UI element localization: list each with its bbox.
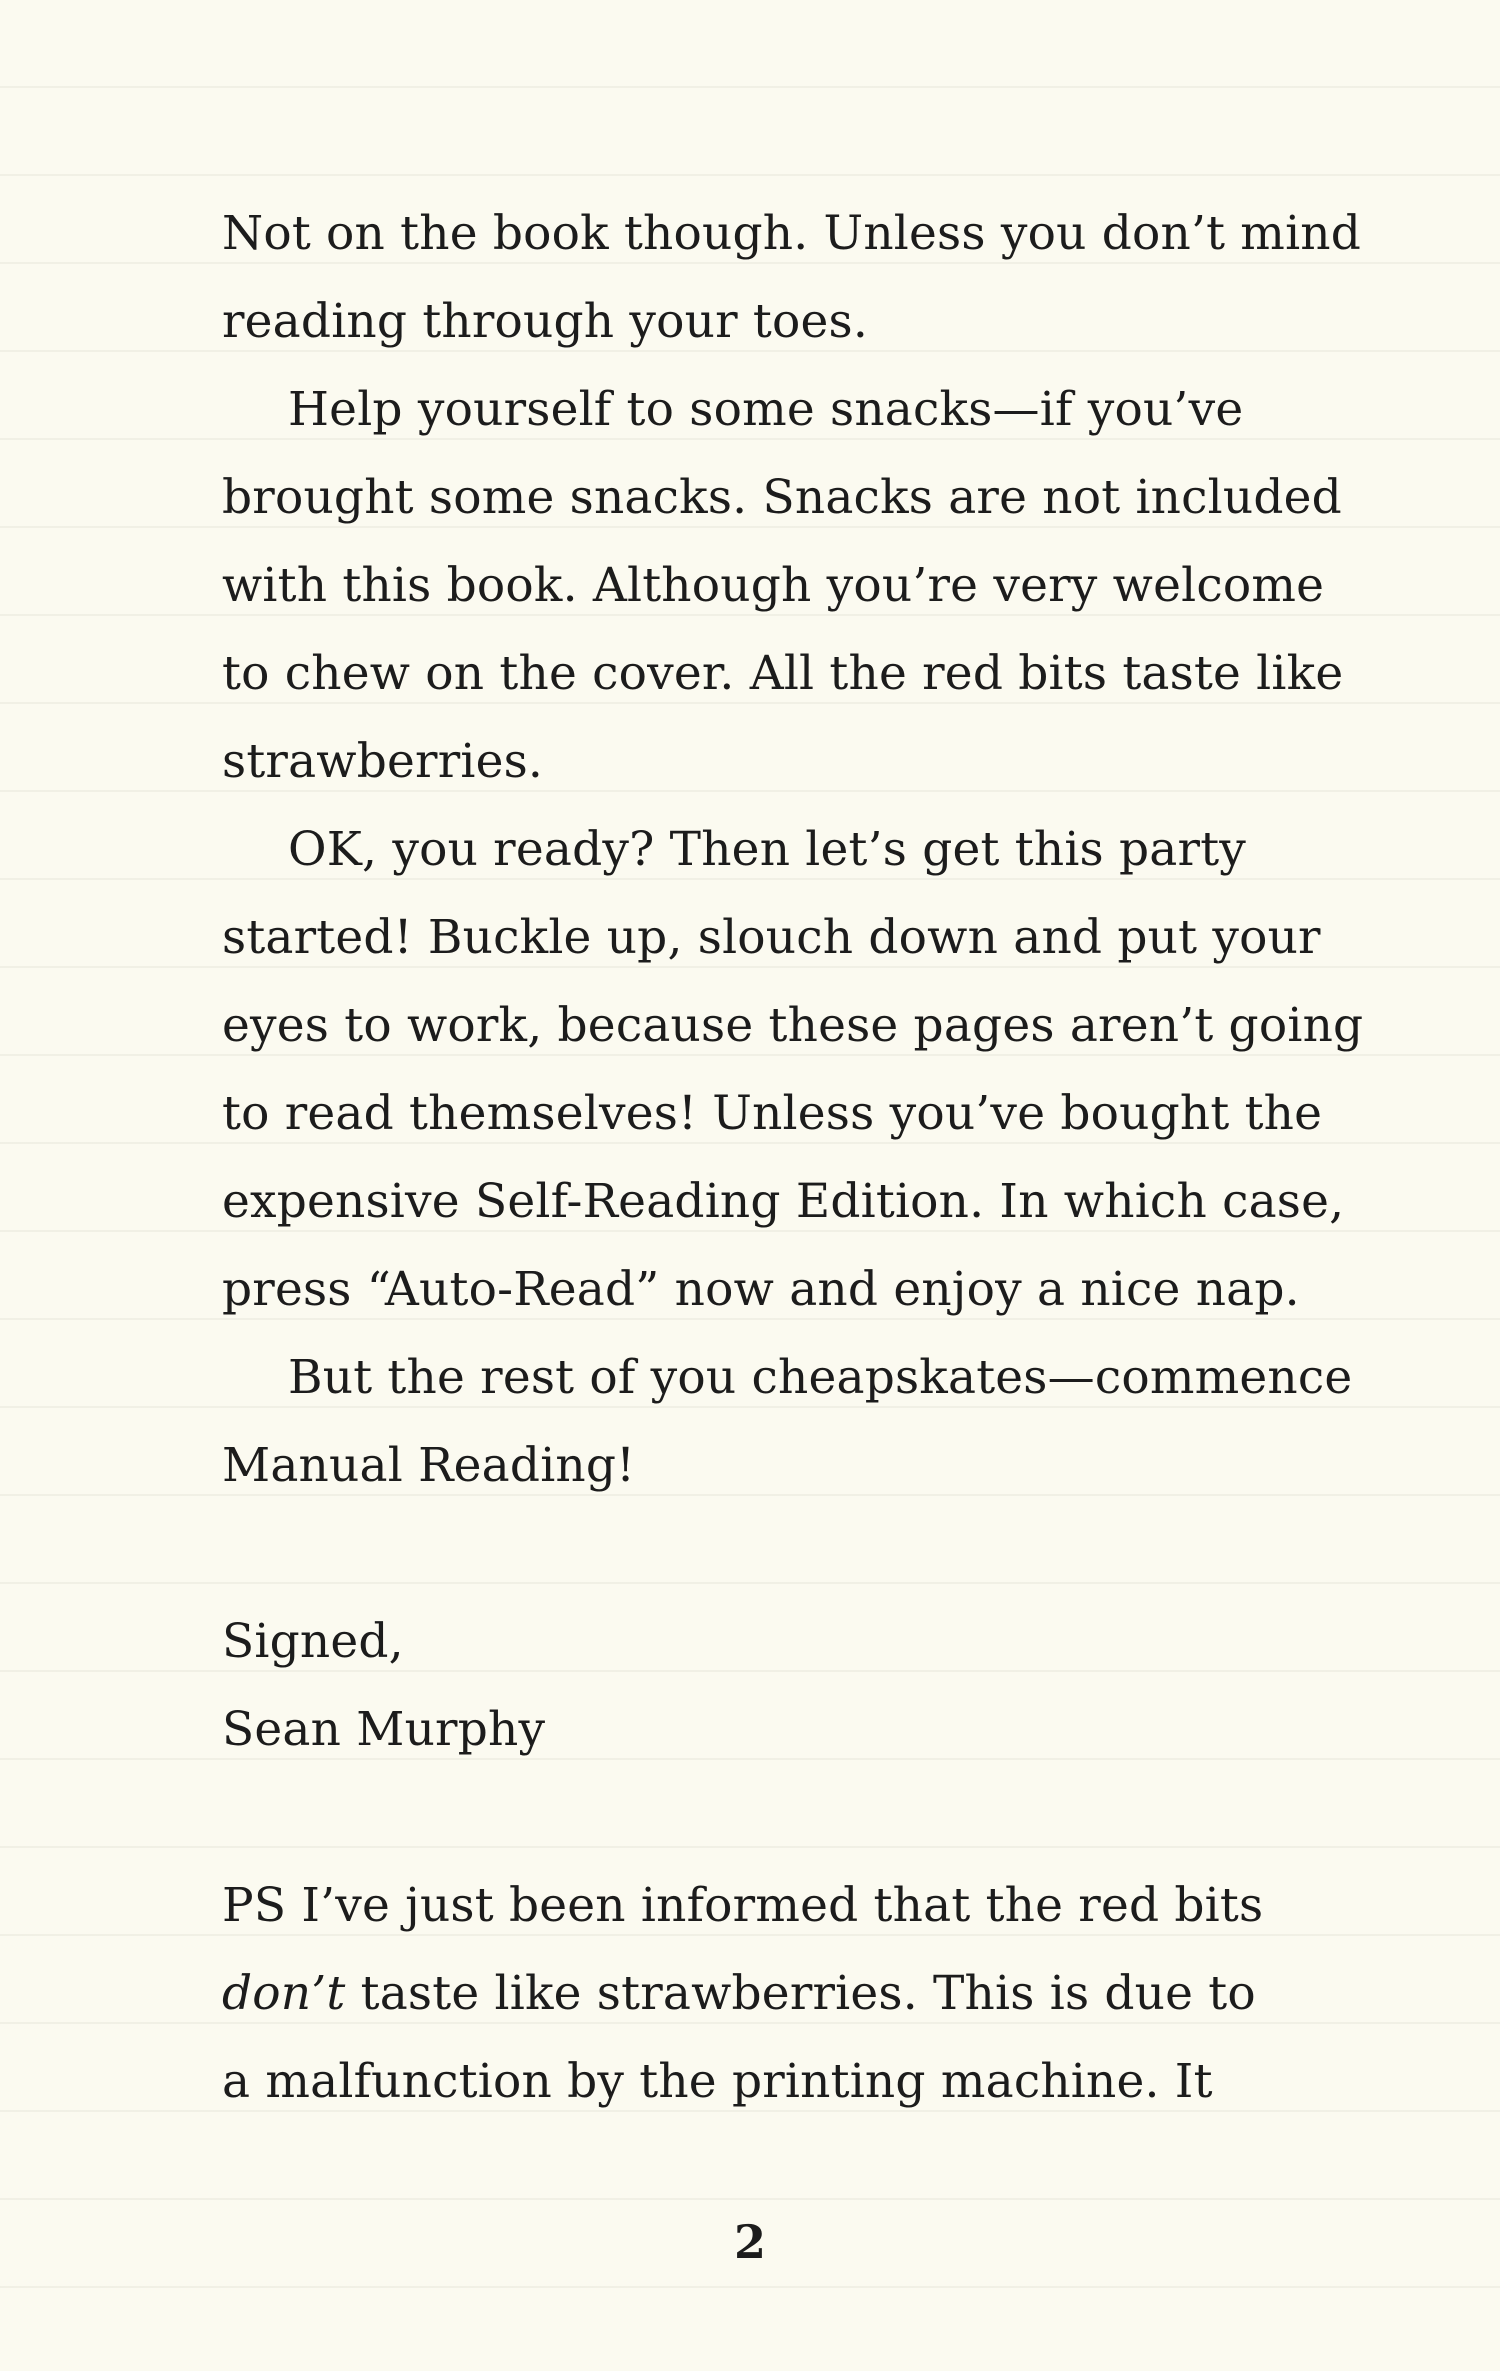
page-body: [222, 190, 1372, 2126]
ps-line: a malfunction by the printing machine. It: [222, 2054, 1213, 2109]
text-line: Manual Reading!: [222, 1438, 636, 1493]
text-line: to chew on the cover. All the red bits taste like: [222, 646, 1344, 701]
text-line: Help yourself to some snacks—if you’ve: [288, 382, 1244, 437]
text-line: OK, you ready? Then let’s get this party: [288, 822, 1247, 877]
text-line: brought some snacks. Snacks are not included: [222, 470, 1342, 525]
ps-italic-word: don’t: [222, 1966, 346, 2021]
ps-line-rest: taste like strawberries. This is due to: [345, 1966, 1256, 2021]
text-line: strawberries.: [222, 734, 544, 789]
text-line: But the rest of you cheapskates—commence: [288, 1350, 1353, 1405]
ps-line: PS I’ve just been informed that the red bits: [222, 1878, 1264, 1933]
text-line: press “Auto-Read” now and enjoy a nice nap.: [222, 1262, 1300, 1317]
signature-name: Sean Murphy: [222, 1702, 546, 1757]
spacer: [222, 1510, 1372, 1598]
text-line: eyes to work, because these pages aren’t going: [222, 998, 1364, 1053]
text-line: to read themselves! Unless you’ve bought the: [222, 1086, 1323, 1141]
text-line: reading through your toes.: [222, 294, 868, 349]
page-number: 2: [733, 2215, 766, 2269]
signature-signed: Signed,: [222, 1614, 404, 1669]
text-line: Not on the book though. Unless you don’t mind: [222, 206, 1362, 261]
text-line: expensive Self-Reading Edition. In which case,: [222, 1174, 1345, 1229]
text-line: started! Buckle up, slouch down and put your: [222, 910, 1321, 965]
spacer: [222, 1774, 1372, 1862]
ps-line: [222, 1950, 1372, 2038]
text-line: with this book. Although you’re very welcome: [222, 558, 1325, 613]
